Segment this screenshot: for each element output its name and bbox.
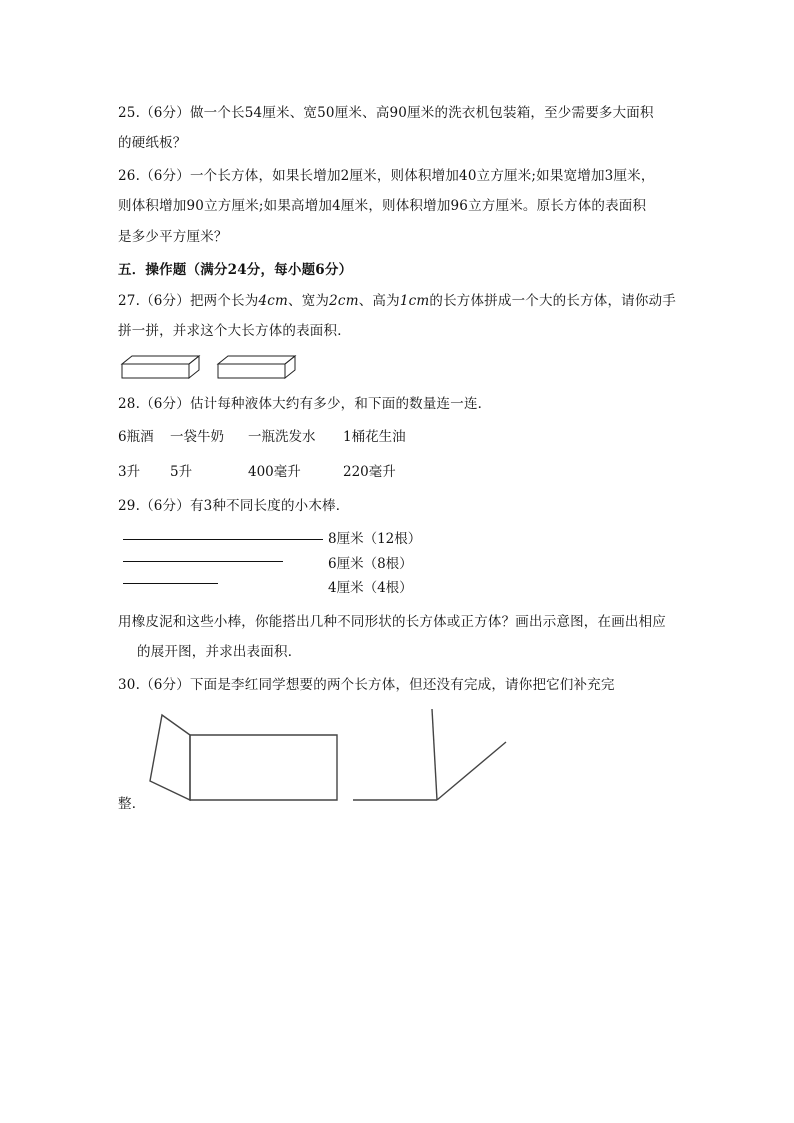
stick-4cm [123, 583, 218, 584]
q27-width: 2cm [329, 293, 359, 309]
q27-text-1: 27.（6分）把两个长为 [118, 293, 259, 309]
q27-text-3: 、高为 [358, 293, 400, 309]
q28-liquid-3: 一瓶洗发水 [248, 429, 316, 445]
q27-line1 [118, 292, 676, 310]
q28-amount-3: 400毫升 [248, 464, 301, 480]
q25-line2: 的硬纸板？ [118, 135, 187, 151]
stick-8cm [123, 539, 323, 540]
stick-6cm [123, 561, 283, 562]
q27-cuboid-figure-1 [120, 352, 210, 382]
q28-amount-4: 220毫升 [343, 464, 396, 480]
q28-amount-1: 3升 [118, 464, 141, 480]
stick-6cm-label: 6厘米（8根） [328, 556, 413, 572]
q28-amount-2: 5升 [170, 464, 193, 480]
q27-text-4: 的长方体拼成一个大的长方体，请你动手 [429, 293, 676, 309]
q27-text-2: 、宽为 [288, 293, 330, 309]
stick-8cm-label: 8厘米（12根） [328, 531, 422, 547]
q26-line2: 则体积增加90立方厘米;如果高增加4厘米，则体积增加96立方厘米。原长方体的表面积 [118, 198, 647, 214]
q28-liquid-4: 1桶花生油 [343, 429, 406, 445]
q25-line1: 25.（6分）做一个长54厘米、宽50厘米、高90厘米的洗衣机包装箱，至少需要多大面积 [118, 105, 654, 121]
q29-line3: 的展开图，并求出表面积． [137, 644, 302, 660]
q27-height: 1cm [399, 293, 430, 309]
stick-4cm-label: 4厘米（4根） [328, 580, 413, 596]
q28-liquid-1: 6瓶酒 [118, 429, 154, 445]
q28-liquid-2: 一袋牛奶 [170, 429, 224, 445]
section5-title: 五．操作题（满分24分，每小题6分） [118, 262, 353, 278]
q29-line1: 29.（6分）有3种不同长度的小木棒． [118, 498, 350, 514]
q27-length: 4cm [258, 293, 289, 309]
q26-line1: 26.（6分）一个长方体，如果长增加2厘米，则体积增加40立方厘米;如果宽增加3厘米， [118, 168, 655, 184]
q28-line1: 28.（6分）估计每种液体大约有多少，和下面的数量连一连． [118, 396, 492, 412]
q30-line1: 30.（6分）下面是李红同学想要的两个长方体，但还没有完成，请你把它们补充完 [118, 677, 615, 693]
q29-line2: 用橡皮泥和这些小棒，你能搭出几种不同形状的长方体或正方体？画出示意图，在画出相应 [118, 614, 666, 630]
q27-line2: 拼一拼，并求这个大长方体的表面积． [118, 323, 351, 339]
q27-cuboid-figure-2 [216, 352, 306, 382]
q26-line3: 是多少平方厘米？ [118, 229, 228, 245]
q30-incomplete-cuboid-1 [140, 705, 350, 810]
q30-line2: 整． [118, 796, 146, 812]
q30-incomplete-cuboid-2 [350, 705, 520, 810]
